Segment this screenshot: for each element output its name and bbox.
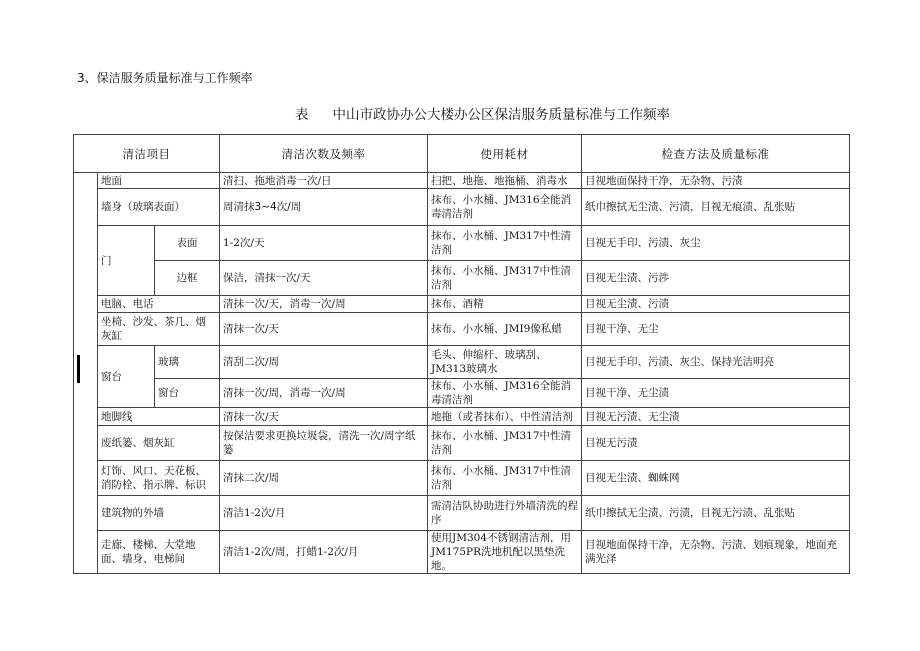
margin-mark (77, 355, 80, 383)
cell-standard: 目视无尘渍、污渍 (582, 296, 850, 313)
cell-item: 墙身（玻璃表面） (98, 189, 220, 226)
table-row (74, 531, 850, 574)
table-header-row (74, 135, 850, 173)
table-row (74, 226, 850, 261)
table-row (74, 346, 850, 379)
cell-standard: 目视无手印、污渍、灰尘 (582, 226, 850, 261)
cell-supplies: 抹布、小水桶、JM316全能消毒清洁剂 (428, 379, 582, 408)
table-row (74, 426, 850, 461)
cell-item: 废纸篓、烟灰缸 (98, 426, 220, 461)
cell-sub-item: 玻璃 (155, 346, 220, 379)
cell-standard: 纸巾擦拭无尘渍、污渍，目视无污渍、乱张贴 (582, 496, 850, 531)
cell-standard: 目视干净、无尘渍 (582, 379, 850, 408)
table-row (74, 261, 850, 296)
table-row (74, 408, 850, 426)
cell-standard: 目视干净、无尘 (582, 313, 850, 346)
cell-supplies: 抹布、小水桶、JM317中性清洁剂 (428, 226, 582, 261)
cell-item: 走廊、楼梯、大堂地面、墙身、电梯间 (98, 531, 220, 574)
cell-supplies: 使用JM304不锈钢清洁剂，用JM175PR洗地机配以黑垫洗地。 (428, 531, 582, 574)
cell-supplies: 需清洁队协助进行外墙清洗的程序 (428, 496, 582, 531)
header-supplies: 使用耗材 (428, 135, 582, 173)
cell-supplies: 抹布、小水桶、JM316全能消毒清洁剂 (428, 189, 582, 226)
table-row (74, 296, 850, 313)
cell-standard: 目视无尘渍、污渉 (582, 261, 850, 296)
cell-frequency: 周清抹3~4次/周 (220, 189, 428, 226)
table-caption (295, 103, 670, 123)
cell-supplies: 抹布、酒精 (428, 296, 582, 313)
cell-standard: 目视地面保持干净，无杂物、污渍、划痕现象，地面充满光泽 (582, 531, 850, 574)
table-row (74, 173, 850, 189)
cell-item: 电脑、电话 (98, 296, 220, 313)
cell-item: 坐椅、沙发、茶几、烟灰缸 (98, 313, 220, 346)
cell-group-window: 窗台 (98, 346, 155, 408)
cell-supplies: 地拖（或者抹布）、中性清洁剂 (428, 408, 582, 426)
cell-standard: 目视无污渍 (582, 426, 850, 461)
cell-supplies: 抹布、小水桶、JM317中性清洁剂 (428, 261, 582, 296)
cell-frequency: 清抹二次/周 (220, 461, 428, 496)
table-row (74, 496, 850, 531)
cell-standard: 目视无手印、污渍、灰尘、保持光洁明亮 (582, 346, 850, 379)
cell-supplies: 毛头、伸缩杆、玻璃刮、JM313玻璃水 (428, 346, 582, 379)
cell-frequency: 清抹一次/天，消毒一次/周 (220, 296, 428, 313)
cell-supplies: 抹布、小水桶、JM317中性清洁剂 (428, 461, 582, 496)
cell-standard: 纸巾擦拭无尘渍、污渍，目视无痕渍、乱张贴 (582, 189, 850, 226)
cell-frequency: 按保洁要求更换垃圾袋，清洗一次/周字纸篓 (220, 426, 428, 461)
caption-title: 中山市政协办公大楼办公区保洁服务质量标准与工作频率 (332, 107, 670, 123)
table-row (74, 313, 850, 346)
cell-frequency: 清抹一次/周，消毒一次/周 (220, 379, 428, 408)
caption-prefix: 表 (295, 107, 309, 123)
cell-item: 地面 (98, 173, 220, 189)
cell-frequency: 保洁，清抹一次/天 (220, 261, 428, 296)
header-frequency: 清洁次数及频率 (220, 135, 428, 173)
cell-frequency: 1-2次/天 (220, 226, 428, 261)
cleaning-standards-table (73, 134, 850, 574)
cell-standard: 目视无尘渍、蜘蛛网 (582, 461, 850, 496)
cell-supplies: 抹布、小水桶、JMI9像私蜡 (428, 313, 582, 346)
cell-sub-item: 窗台 (155, 379, 220, 408)
cell-frequency: 清洁1-2次/月 (220, 496, 428, 531)
header-item: 清洁项目 (74, 135, 220, 173)
cell-frequency: 清抹一次/天 (220, 408, 428, 426)
section-heading: 3、保洁服务质量标准与工作频率 (77, 71, 253, 85)
cell-supplies: 抹布、小水桶、JM317中性清洁剂 (428, 426, 582, 461)
table-row (74, 189, 850, 226)
cell-item: 灯饰、风口、天花板、消防栓、指示牌、标识 (98, 461, 220, 496)
cell-sub-item: 边框 (155, 261, 220, 296)
cell-frequency: 清抹一次/天 (220, 313, 428, 346)
cell-supplies: 扫把、地拖、地拖桶、消毒水 (428, 173, 582, 189)
cell-standard: 目视地面保持干净，无杂物、污渍 (582, 173, 850, 189)
table-row (74, 461, 850, 496)
cell-standard: 目视无污渍、无尘渍 (582, 408, 850, 426)
cell-frequency: 清刮二次/周 (220, 346, 428, 379)
cell-item: 地脚线 (98, 408, 220, 426)
table-row (74, 379, 850, 408)
cell-frequency: 清扫、拖地消毒一次/日 (220, 173, 428, 189)
cell-sub-item: 表面 (155, 226, 220, 261)
cell-item: 建筑物的外墙 (98, 496, 220, 531)
cell-frequency: 清洁1-2次/周，打蜡1-2次/月 (220, 531, 428, 574)
header-standard: 检查方法及质量标准 (582, 135, 850, 173)
cell-group-door: 门 (98, 226, 155, 296)
